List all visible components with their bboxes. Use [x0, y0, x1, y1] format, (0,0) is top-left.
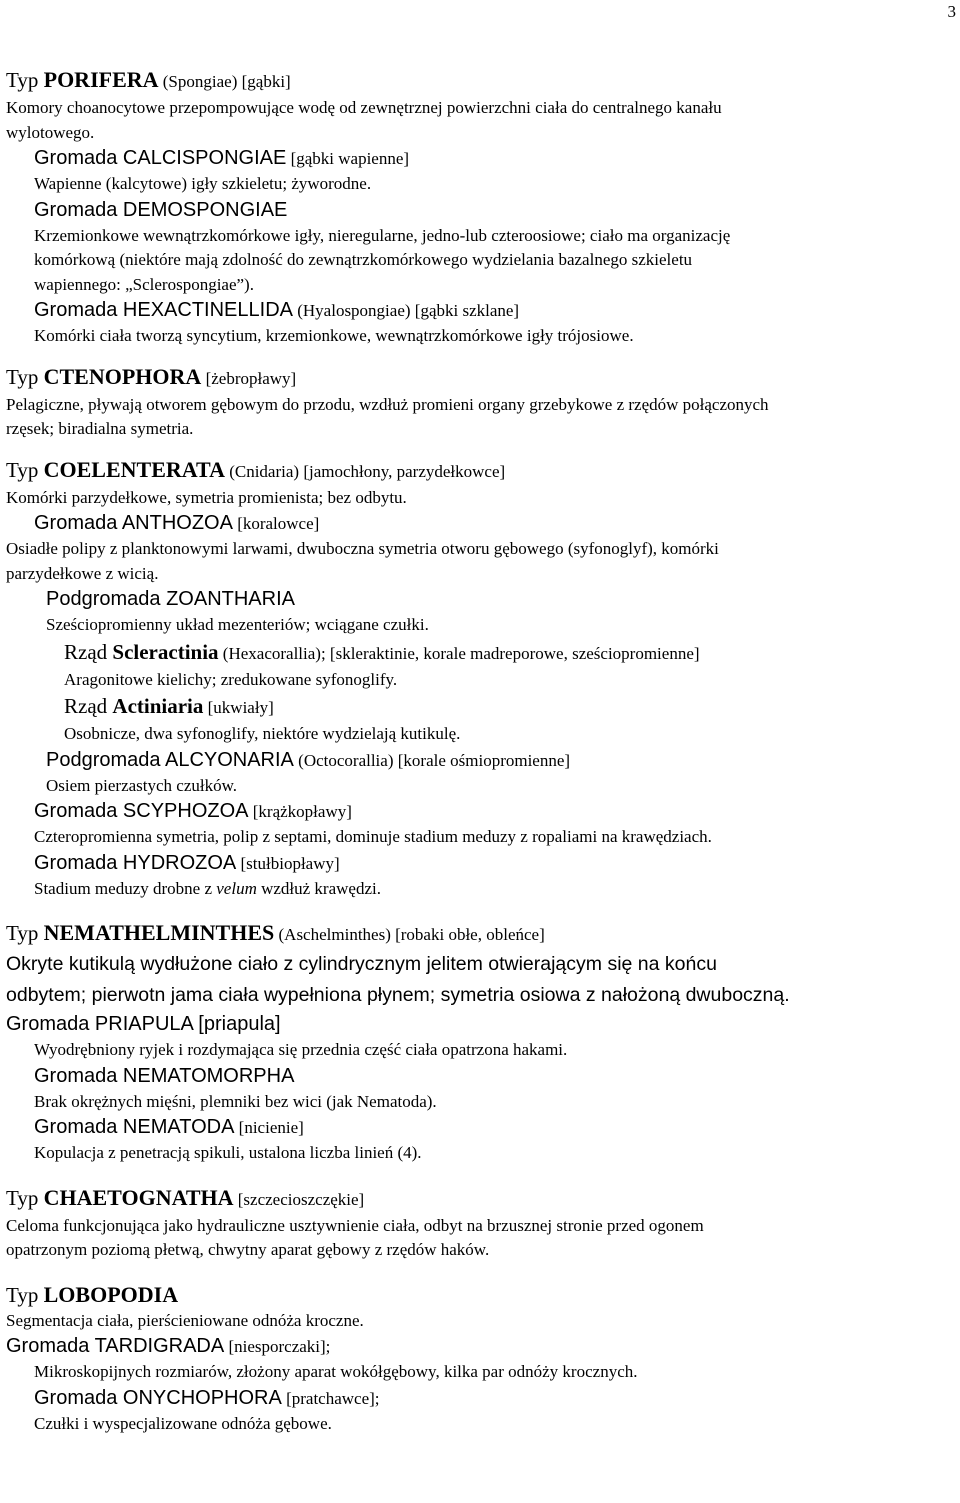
- porifera-desc-line-1: Komory choanocytowe przepompowujące wodę od zewnętrznej powierzchni ciała do centralnego kanału: [6, 98, 722, 117]
- gromada-nematomorpha-title: Gromada NEMATOMORPHA: [34, 1064, 295, 1087]
- gromada-onychophora-title: Gromada ONYCHOPHORA [pratchawce];: [34, 1386, 380, 1409]
- demospongiae-desc-line-1: Krzemionkowe wewnątrzkomórkowe igły, nieregularne, jedno-lub czteroosiowe; ciało ma organizację: [34, 225, 731, 245]
- hexactinellida-desc: Komórki ciała tworzą syncytium, krzemionkowe, wewnątrzkomórkowe igły trójosiowe.: [34, 326, 634, 345]
- gromada-hexactinellida-title: Gromada HEXACTINELLIDA (Hyalospongiae) [gąbki szklane]: [34, 299, 520, 321]
- ctenophora-desc-line-2: rzęsek; biradialna symetria.: [6, 419, 194, 438]
- heading-lobopodia: Typ LOBOPODIA: [6, 1281, 179, 1307]
- gromada-scyphozoa-title: Gromada SCYPHOZOA [krążkopławy]: [34, 800, 352, 822]
- gromada-calcispongiae-title: Gromada CALCISPONGIAE [gąbki wapienne]: [34, 147, 410, 169]
- demospongiae-desc-line-3: wapiennego: „Sclerospongiae”).: [34, 274, 254, 294]
- priapula-desc: Wyodrębniony ryjek i rozdymająca się przednia część ciała opatrzona hakami.: [34, 1040, 568, 1059]
- gromada-anthozoa-title: Gromada ANTHOZOA [koralowce]: [34, 512, 320, 534]
- anthozoa-desc-line-1: Osiadłe polipy z planktonowymi larwami, dwuboczna symetria otworu gębowego (syfonoglyf), komórki: [6, 539, 719, 558]
- demospongiae-desc-line-2: komórkową (niektóre mają zdolność do zewnątrzkomórkowego wydzielania bazalnego szkieletu: [34, 250, 693, 269]
- gromada-hydrozoa-title: Gromada HYDROZOA [stułbiopławy]: [34, 851, 340, 874]
- rzad-scleractinia-title: Rząd Scleractinia (Hexacorallia); [skleraktinie, korale madreporowe, sześciopromienne]: [64, 639, 700, 664]
- heading-nemathelminthes: Typ NEMATHELMINTHES (Aschelminthes) [robaki obłe, obleńce]: [6, 920, 545, 945]
- nematomorpha-desc: Brak okrężnych mięśni, plemniki bez wici (jak Nematoda).: [34, 1091, 437, 1111]
- scleractinia-desc: Aragonitowe kielichy; zredukowane syfonoglify.: [64, 669, 398, 689]
- gromada-priapula-title: Gromada PRIAPULA [priapula]: [6, 1013, 281, 1035]
- nematoda-desc: Kopulacja z penetracją spikuli, ustalona liczba linień (4).: [34, 1143, 422, 1162]
- scyphozoa-desc: Czteropromienna symetria, polip z septami, dominuje stadium meduzy z ropaliami na krawędziach.: [34, 827, 712, 846]
- podgromada-alcyonaria-title: Podgromada ALCYONARIA (Octocorallia) [korale ośmiopromienne]: [46, 748, 571, 771]
- gromada-tardigrada-title: Gromada TARDIGRADA [niesporczaki];: [6, 1335, 331, 1357]
- heading-porifera: Typ PORIFERA (Spongiae) [gąbki]: [6, 67, 291, 92]
- anthozoa-desc-line-2: parzydełkowe z wicią.: [6, 563, 159, 583]
- gromada-nematoda-title: Gromada NEMATODA [nicienie]: [34, 1116, 304, 1138]
- podgromada-zoantharia-title: Podgromada ZOANTHARIA: [46, 588, 295, 610]
- calcispongiae-desc: Wapienne (kalcytowe) igły szkieletu; żyworodne.: [34, 174, 372, 193]
- chaetognatha-desc-line-1: Celoma funkcjonująca jako hydrauliczne usztywnienie ciała, odbyt na brzusznej stronie przed ogonem: [6, 1215, 704, 1235]
- nemathelminthes-desc-line-1: Okryte kutikulą wydłużone ciało z cylindrycznym jelitem otwierającym się na końcu: [6, 953, 717, 975]
- heading-coelenterata: Typ COELENTERATA (Cnidaria) [jamochłony, parzydełkowce]: [6, 456, 506, 482]
- tardigrada-desc: Mikroskopijnych rozmiarów, złożony aparat wokółgębowy, kilka par odnóży krocznych.: [34, 1362, 638, 1381]
- chaetognatha-desc-line-2: opatrzonym poziomą płetwą, chwytny aparat gębowy z rzędów haków.: [6, 1240, 490, 1259]
- heading-ctenophora: Typ CTENOPHORA [żebropławy]: [6, 363, 297, 389]
- heading-chaetognatha: Typ CHAETOGNATHA [szczecioszczękie]: [6, 1184, 365, 1210]
- gromada-demospongiae-title: Gromada DEMOSPONGIAE: [34, 198, 288, 221]
- lobopodia-desc: Segmentacja ciała, pierścieniowane odnóża kroczne.: [6, 1310, 364, 1330]
- onychophora-desc: Czułki i wyspecjalizowane odnóża gębowe.: [34, 1413, 332, 1433]
- page-content: [6, 66, 956, 1436]
- alcyonaria-desc: Osiem pierzastych czułków.: [46, 775, 238, 795]
- porifera-desc-line-2: wylotowego.: [6, 122, 95, 142]
- rzad-actiniaria-title: Rząd Actiniaria [ukwiały]: [64, 694, 274, 718]
- coelenterata-desc: Komórki parzydełkowe, symetria promienista; bez odbytu.: [6, 487, 407, 507]
- hydrozoa-desc: Stadium meduzy drobne z velum wzdłuż krawędzi.: [34, 878, 381, 898]
- actiniaria-desc: Osobnicze, dwa syfonoglify, niektóre wydzielają kutikulę.: [64, 724, 461, 743]
- page-number: 3: [947, 2, 956, 21]
- nemathelminthes-desc-line-2: odbytem; pierwotn jama ciała wypełniona płynem; symetria osiowa z nałożoną dwuboczną.: [6, 984, 790, 1006]
- zoantharia-desc: Sześciopromienny układ mezenteriów; wciągane czułki.: [46, 615, 429, 634]
- ctenophora-desc-line-1: Pelagiczne, pływają otworem gębowym do przodu, wzdłuż promieni organy grzebykowe z rzędów połączonych: [6, 394, 769, 414]
